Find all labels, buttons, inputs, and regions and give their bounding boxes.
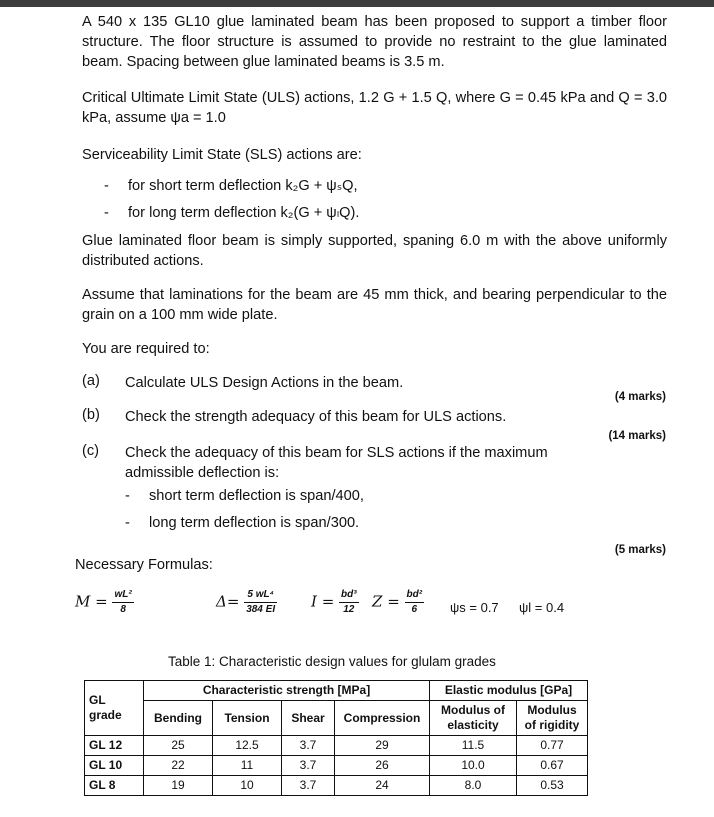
cell-shear: 3.7: [282, 756, 335, 776]
header-grade: GL grade: [85, 681, 144, 736]
formula-section-modulus-denominator: 6: [411, 604, 418, 615]
table-header-row-1: [85, 681, 588, 701]
intro-paragraph-6: You are required to:: [82, 341, 210, 357]
sls-bullet-short: [104, 176, 358, 196]
intro-paragraph-4: Glue laminated floor beam is simply supported, spaning 6.0 m with the above uniformly distributed actions.: [82, 233, 667, 269]
question-c-text: Check the adequacy of this beam for SLS actions if the maximum admissible deflection is:: [125, 445, 548, 481]
cell-tension: 10: [213, 776, 282, 796]
cell-bending: 22: [144, 756, 213, 776]
cell-tension: 11: [213, 756, 282, 776]
table-header-row-2: [85, 701, 588, 736]
question-b-label: (b): [82, 407, 100, 423]
formula-moment-fraction: [112, 588, 133, 617]
header-compression: Compression: [335, 701, 430, 736]
question-a-text: Calculate ULS Design Actions in the beam.: [125, 375, 404, 391]
formula-section-modulus-numerator: bd²: [405, 588, 425, 603]
bullet-text: for long term deflection k₂(G + ψₗQ).: [128, 205, 360, 221]
cell-compression: 24: [335, 776, 430, 796]
header-elastic-group: Elastic modulus [GPa]: [430, 681, 588, 701]
question-c-marks: (5 marks): [614, 544, 666, 556]
intro-paragraph-1: A 540 x 135 GL10 glue laminated beam has been proposed to support a timber floor structure. The floor structure is assumed to provide no restraint to the glue laminated beam. Spacing between glue laminated beams is 3.5 m.: [82, 14, 667, 70]
formula-inertia-lhs: I =: [311, 592, 335, 611]
cell-compression: 29: [335, 736, 430, 756]
bullet-dash: -: [104, 178, 109, 194]
formula-section-modulus: [372, 588, 424, 617]
cell-bending: 19: [144, 776, 213, 796]
question-c-label: (c): [82, 443, 100, 459]
bullet-dash: -: [104, 205, 109, 221]
cell-mor: 0.77: [517, 736, 588, 756]
formula-section-modulus-lhs: Z =: [372, 592, 400, 611]
formula-moment-denominator: 8: [120, 604, 126, 615]
formulas-heading: Necessary Formulas:: [75, 557, 213, 573]
glulam-grades-table: [84, 680, 588, 796]
table-row: [85, 756, 588, 776]
sls-bullet-long: [104, 203, 359, 223]
question-b-marks: (14 marks): [608, 430, 666, 442]
header-strength-group: Characteristic strength [MPa]: [144, 681, 430, 701]
formula-inertia: [311, 588, 359, 617]
cell-moe: 11.5: [430, 736, 517, 756]
cell-tension: 12.5: [213, 736, 282, 756]
cell-moe: 8.0: [430, 776, 517, 796]
bullet-dash: -: [125, 488, 130, 504]
table-row: [85, 736, 588, 756]
formula-deflection-denominator: 384 EI: [246, 604, 276, 615]
formula-moment: [75, 588, 134, 617]
cell-shear: 3.7: [282, 776, 335, 796]
cell-bending: 25: [144, 736, 213, 756]
formula-deflection-numerator: 5 wL⁴: [244, 588, 277, 603]
intro-paragraph-3: Serviceability Limit State (SLS) actions are:: [82, 147, 362, 163]
cell-grade: GL 8: [85, 776, 144, 796]
cell-grade: GL 10: [85, 756, 144, 776]
bullet-text: long term deflection is span/300.: [149, 515, 360, 531]
question-a-marks: (4 marks): [614, 391, 666, 403]
formula-psi-s: ψs = 0.7: [450, 600, 499, 615]
formula-deflection: [216, 588, 277, 617]
bullet-text: short term deflection is span/400,: [149, 488, 364, 504]
table-caption: Table 1: Characteristic design values for glulam grades: [168, 654, 496, 669]
table-row: [85, 776, 588, 796]
formula-moment-lhs: M =: [75, 592, 108, 611]
question-c-sub-1: [125, 486, 364, 506]
formula-deflection-lhs: Δ=: [216, 592, 240, 611]
cell-grade: GL 12: [85, 736, 144, 756]
formula-inertia-fraction: [339, 588, 359, 617]
formula-psi-l: ψl = 0.4: [519, 600, 565, 615]
bullet-dash: -: [125, 515, 130, 531]
intro-paragraph-2: Critical Ultimate Limit State (ULS) actions, 1.2 G + 1.5 Q, where G = 0.45 kPa and Q = 3.0 kPa, assume ψa = 1.0: [82, 90, 667, 126]
formula-inertia-denominator: 12: [343, 604, 355, 615]
formula-inertia-numerator: bd³: [339, 588, 359, 603]
formula-moment-numerator: wL²: [112, 588, 133, 603]
header-moe: Modulus of elasticity: [430, 701, 517, 736]
header-tension: Tension: [213, 701, 282, 736]
header-bending: Bending: [144, 701, 213, 736]
header-mor: Modulus of rigidity: [517, 701, 588, 736]
question-a-label: (a): [82, 373, 100, 389]
intro-paragraph-5: Assume that laminations for the beam are 45 mm thick, and bearing perpendicular to the grain on a 100 mm wide plate.: [82, 287, 667, 323]
cell-moe: 10.0: [430, 756, 517, 776]
question-c-sub-2: [125, 513, 359, 533]
top-bar: [0, 0, 714, 7]
cell-mor: 0.53: [517, 776, 588, 796]
cell-shear: 3.7: [282, 736, 335, 756]
cell-mor: 0.67: [517, 756, 588, 776]
header-shear: Shear: [282, 701, 335, 736]
question-b-text: Check the strength adequacy of this beam for ULS actions.: [125, 409, 507, 425]
bullet-text: for short term deflection k₂G + ψₛQ,: [128, 178, 358, 194]
formula-section-modulus-fraction: [405, 588, 425, 617]
formula-deflection-fraction: [244, 588, 277, 617]
cell-compression: 26: [335, 756, 430, 776]
